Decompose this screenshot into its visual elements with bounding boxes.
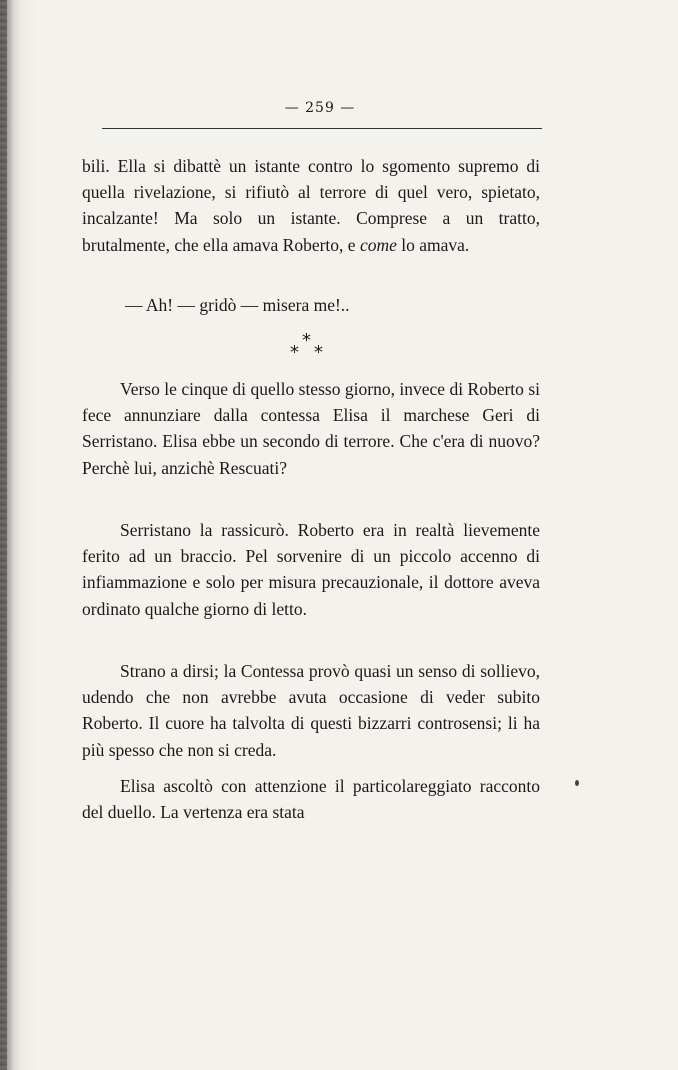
asterism-star-left: * [290, 342, 299, 363]
header-rule [102, 128, 542, 129]
paragraph-1-emphasis: come [359, 234, 397, 255]
paragraph-1 [82, 153, 540, 258]
paragraph-2-text: Verso le cinque di quello stesso giorno, invece di Roberto si fece annunziare dalla contessa Elisa il marchese Geri di Serristano. Elisa ebbe un secondo di terrore. Che c'era di nuovo? Perchè lui, anzichè Rescuati? [82, 379, 540, 478]
paragraph-2 [82, 376, 540, 481]
paragraph-1-after: lo amava. [396, 234, 470, 255]
print-speck [575, 780, 579, 786]
page-number: — 259 — [284, 100, 356, 116]
paragraph-3-text: Serristano la rassicurò. Roberto era in realtà lievemente ferito ad un braccio. Pel sorvenire di un piccolo accenno di infiammazione e solo per misura precauzionale, il dottore aveva ordinato qualche giorno di letto. [82, 520, 540, 619]
asterism-star-top: * [302, 330, 311, 351]
section-ornament-asterism [280, 328, 340, 368]
asterism-star-right: * [314, 342, 323, 363]
paragraph-1-text [82, 153, 540, 258]
paragraph-1-before: bili. Ella si dibattè un istante contro lo sgomento supremo di quella rivelazione, si rifiutò al terrore di quel vero, spietato, incalzante! Ma solo un istante. Comprese a un tratto, brutalmente, che ella amava Roberto, e [82, 156, 540, 255]
paragraph-5 [82, 773, 540, 825]
paragraph-4 [82, 658, 540, 763]
paragraph-5-text: Elisa ascoltò con attenzione il particolareggiato racconto del duello. La vertenza era stata [82, 776, 540, 823]
paragraph-3 [82, 517, 540, 622]
exclamation-line: — Ah! — gridò — misera me!.. [125, 295, 350, 315]
page-binding-edge [0, 0, 7, 1070]
paragraph-4-text: Strano a dirsi; la Contessa provò quasi un senso di sollievo, udendo che non avrebbe avuta occasione di veder subito Roberto. Il cuore ha talvolta di questi bizzarri controsensi; li ha più spesso che non si creda. [82, 661, 540, 760]
